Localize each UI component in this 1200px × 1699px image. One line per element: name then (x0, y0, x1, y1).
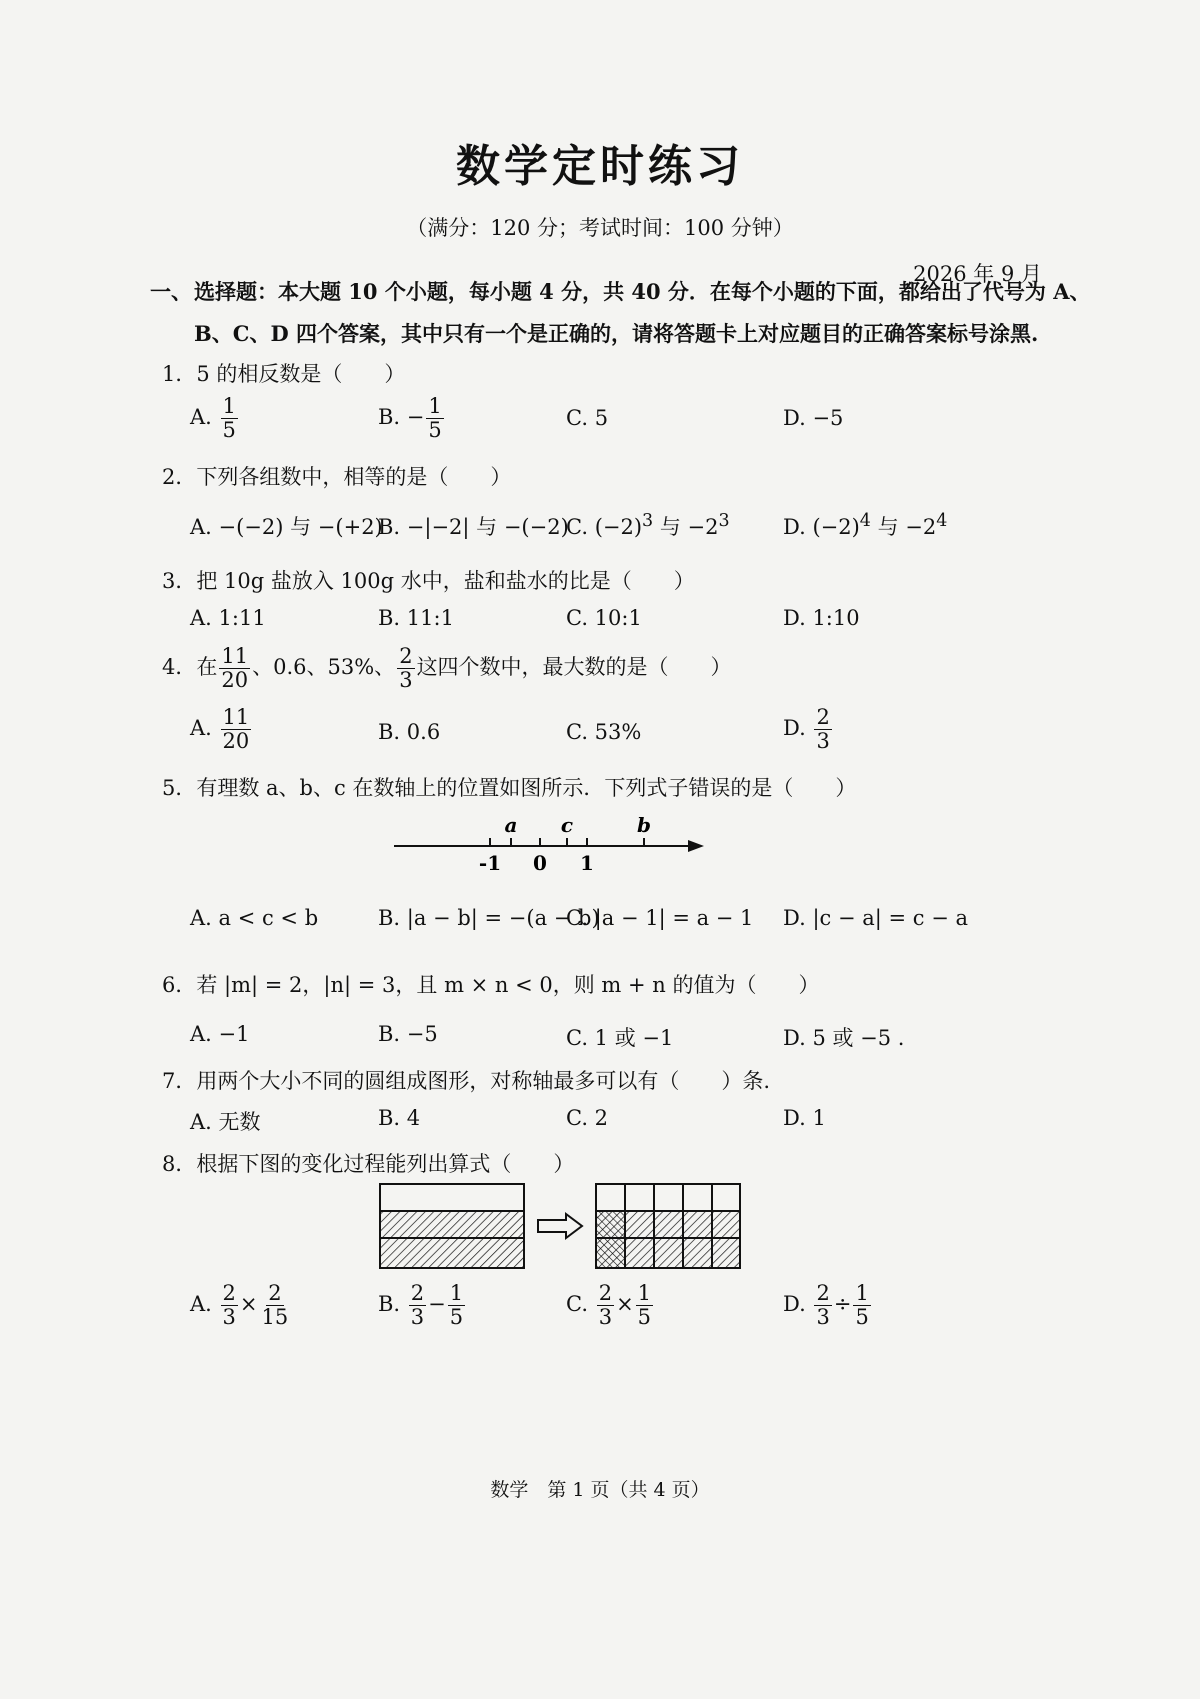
section-number: 一、 (150, 279, 192, 304)
q5-option-b[interactable]: B. |a − b| = −(a − b) (378, 906, 600, 930)
tick-label-0: 0 (533, 851, 547, 875)
number-line-figure (390, 812, 710, 878)
section-heading-label: 选择题： (194, 279, 278, 304)
left-rectangle (380, 1184, 524, 1268)
q8-option-a[interactable]: A. $\frac{2}{3}$ × $\frac{2}{15}$ (190, 1281, 289, 1330)
q6-option-b[interactable]: B. −5 (378, 1022, 438, 1046)
q2-option-d[interactable]: D. $(-2)^4$ 与 $-2^4$ (783, 511, 948, 539)
section-instructions-line2: B、C、D 四个答案，其中只有一个是正确的，请将答题卡上对应题目的正确答案标号涂黑. (194, 321, 1039, 346)
q4-option-a[interactable]: A. $\frac{11}{20}$ (190, 705, 250, 754)
q3-option-c[interactable]: C. 10:1 (566, 606, 642, 630)
fraction: $\frac{1}{5}$ (855, 1281, 869, 1330)
fraction: $\frac{11}{20}$ (221, 644, 249, 693)
q2-option-c[interactable]: C. $(-2)^3$ 与 $-2^3$ (566, 511, 730, 539)
q7-option-d[interactable]: D. 1 (783, 1106, 826, 1130)
minus-sign: − (406, 405, 425, 430)
q2-option-b[interactable]: B. −|−2| 与 −(−2) (378, 515, 569, 539)
q5-option-c[interactable]: C. |a − 1| = a − 1 (566, 906, 754, 930)
exam-info: （满分：120 分；考试时间：100 分钟） (406, 216, 794, 240)
q1-option-b[interactable] (378, 395, 446, 442)
question-7-stem: 7．用两个大小不同的圆组成图形，对称轴最多可以有（ ）条. (162, 1069, 771, 1093)
fraction-diagram-figure (378, 1182, 750, 1272)
fraction: $\frac{2}{3}$ (399, 644, 413, 693)
q1-option-a[interactable] (190, 395, 240, 442)
q4-option-b[interactable]: B. 0.6 (378, 720, 441, 744)
tick-label-minus-1: -1 (478, 851, 502, 875)
q1-option-c[interactable]: C. 5 (566, 406, 609, 430)
fraction: $\frac{2}{3}$ (410, 1281, 425, 1330)
fraction: $\frac{2}{3}$ (816, 705, 830, 754)
q4-option-c[interactable]: C. 53% (566, 720, 642, 744)
section-instructions-line1: 本大题 10 个小题，每小题 4 分，共 40 分．在每个小题的下面，都给出了代号为 A、 (278, 279, 1091, 304)
section-heading (194, 276, 1091, 306)
page-title: 数学定时练习 (456, 141, 744, 192)
point-label-c: c (560, 813, 574, 837)
q3-option-b[interactable]: B. 11:1 (378, 606, 454, 630)
q6-option-d[interactable]: D. 5 或 −5 . (783, 1026, 905, 1050)
question-4-stem: 4．在 $\frac{11}{20}$ 、0.6、53%、 $\frac{2}{3}$ 这四个数中，最大数的是（ ） (162, 644, 732, 693)
q2-option-a[interactable]: A. −(−2) 与 −(+2) (190, 515, 383, 539)
q6-option-c[interactable]: C. 1 或 −1 (566, 1026, 674, 1050)
q7-option-c[interactable]: C. 2 (566, 1106, 609, 1130)
question-1-stem: 1．5 的相反数是（ ） (162, 362, 406, 386)
question-3-stem: 3．把 10g 盐放入 100g 水中，盐和盐水的比是（ ） (162, 569, 695, 593)
q5-option-a[interactable]: A. a < c < b (190, 906, 319, 930)
point-label-b: b (637, 813, 651, 837)
q7-option-a[interactable]: A. 无数 (190, 1110, 261, 1134)
question-6-stem: 6．若 |m| = 2，|n| = 3，且 m × n < 0，则 m + n 的值为（ ） (162, 973, 820, 997)
fraction: $\frac{1}{5}$ (222, 394, 236, 443)
fraction: $\frac{1}{5}$ (428, 394, 442, 443)
fraction: $\frac{2}{15}$ (261, 1281, 289, 1330)
q7-option-b[interactable]: B. 4 (378, 1106, 421, 1130)
fraction: $\frac{2}{3}$ (816, 1281, 830, 1330)
q4-option-d[interactable]: D. $\frac{2}{3}$ (783, 705, 830, 754)
point-label-a: a (504, 813, 518, 837)
fraction: $\frac{2}{3}$ (222, 1281, 236, 1330)
fraction: $\frac{11}{20}$ (222, 705, 250, 754)
q8-option-b[interactable]: B. $\frac{2}{3}$ − $\frac{1}{5}$ (378, 1281, 464, 1330)
question-8-stem: 8．根据下图的变化过程能列出算式（ ） (162, 1152, 575, 1176)
tick-label-1: 1 (580, 851, 594, 875)
fraction: $\frac{1}{5}$ (637, 1281, 652, 1330)
q3-option-d[interactable]: D. 1:10 (783, 606, 860, 630)
fraction: $\frac{1}{5}$ (449, 1281, 464, 1330)
right-rectangle (596, 1184, 740, 1268)
q3-option-a[interactable]: A. 1:11 (190, 606, 266, 630)
exam-date: 2026 年 9 月 (913, 262, 1042, 286)
q8-option-c[interactable]: C. $\frac{2}{3}$ × $\frac{1}{5}$ (566, 1281, 652, 1330)
question-2-stem: 2．下列各组数中，相等的是（ ） (162, 465, 512, 489)
q1-option-d[interactable]: D. −5 (783, 406, 844, 430)
fraction: $\frac{2}{3}$ (598, 1281, 613, 1330)
option-letter: B. (378, 405, 401, 430)
q6-option-a[interactable]: A. −1 (190, 1022, 250, 1046)
option-letter: A. (190, 405, 212, 430)
q8-option-d[interactable]: D. $\frac{2}{3}$ ÷ $\frac{1}{5}$ (783, 1281, 869, 1330)
q5-option-d[interactable]: D. |c − a| = c − a (783, 906, 968, 930)
question-5-stem: 5．有理数 a、b、c 在数轴上的位置如图所示．下列式子错误的是（ ） (162, 776, 857, 800)
arrow-head-icon (688, 840, 704, 852)
page-footer: 数学 第 1 页（共 4 页） (490, 1479, 710, 1501)
transform-arrow-icon (538, 1214, 582, 1238)
